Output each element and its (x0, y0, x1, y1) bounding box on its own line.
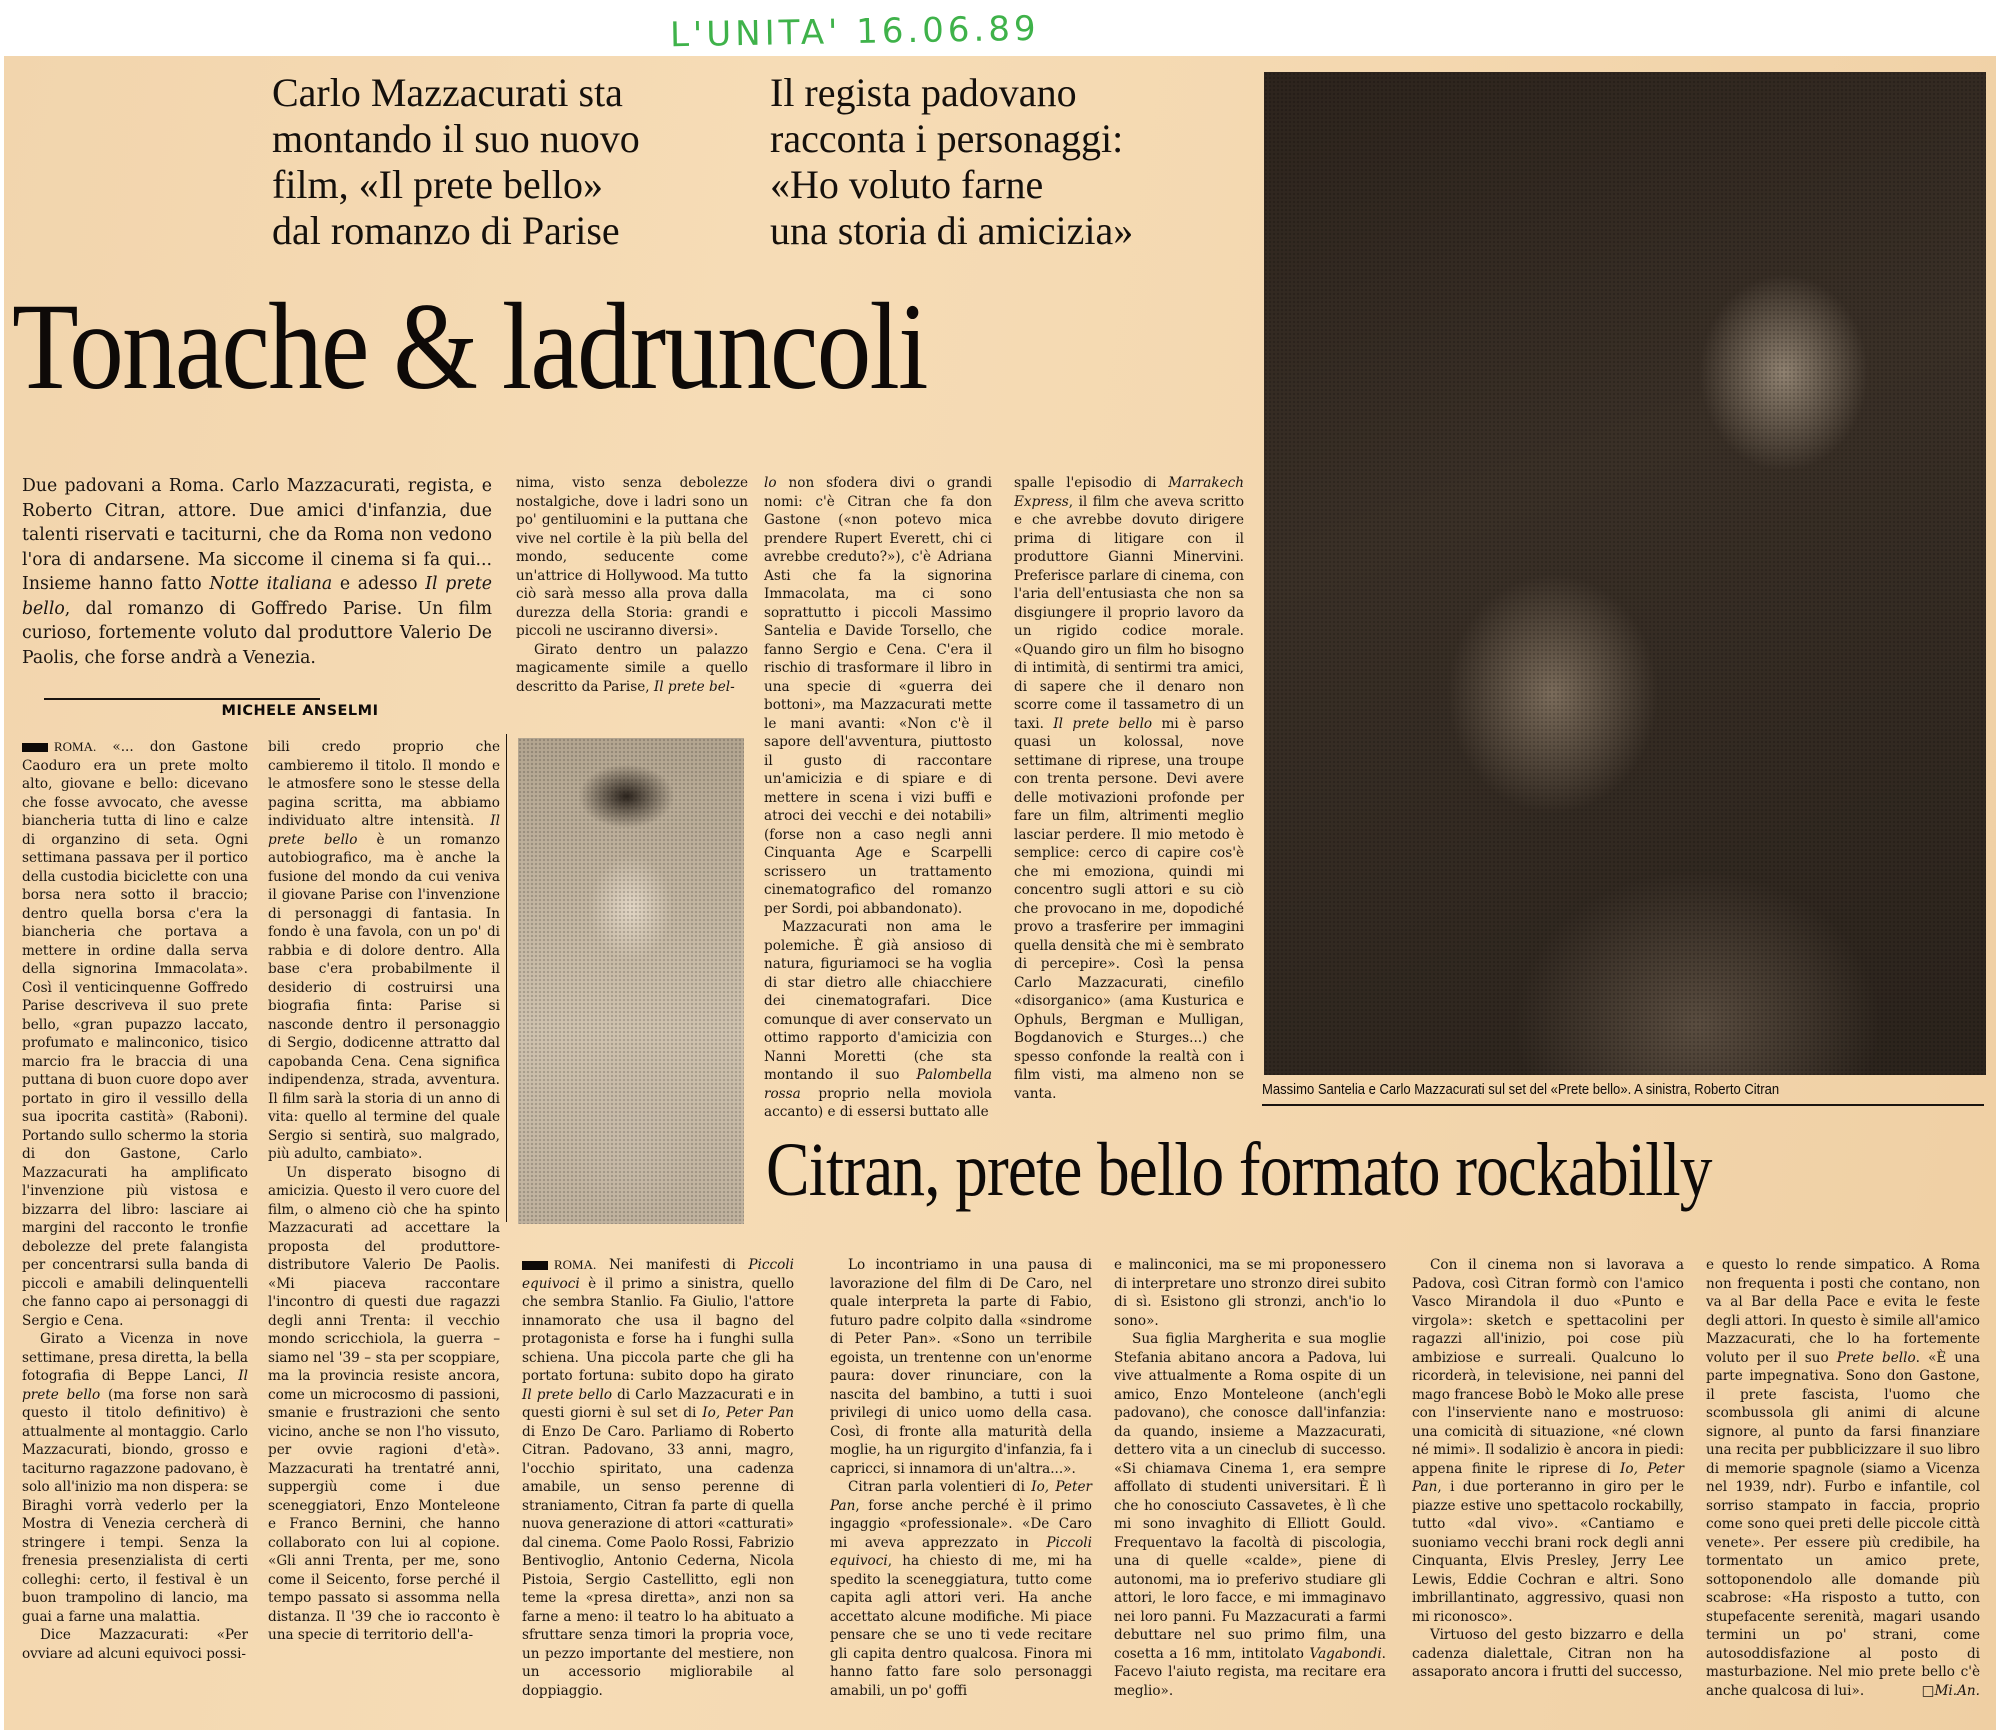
secondary-headline: Citran, prete bello formato rockabilly (766, 1128, 1712, 1212)
byline-rule (44, 698, 320, 700)
photo-roberto-citran (518, 738, 744, 1224)
caption-rule (1262, 1104, 1984, 1106)
column-divider (506, 734, 507, 1222)
dateline: ROMA. (54, 739, 97, 754)
main-column-4: lo non sfodera divi o grandi nomi: c'è Citran che fa don Gastone («non potevo mica prendere Rupert Everett, chi ci avrebbe creduto?»), c'è Adriana Asti che fa la signorina Immacolata, ma ci sono soprattutto i piccoli Massimo Santelia e Davide Torsello, che fanno Sergio e Cena. C'era il rischio di trasformare il libro in una specie di «guerra dei bottoni», ma Mazzacurati mette le mani avanti: «Non c'è il sapore dell'avventura, piuttosto il gusto di raccontare un'amicizia e di spiare e di mettere in scena i vizi buffi e atroci dei vecchi e dei notabili» (forse non a caso negli anni Cinquanta Age e Scarpelli scrissero un trattamento cinematografico del romanzo per Sordi, poi abbandonato). Mazzacurati non ama le polemiche. È già ansioso di natura, figuriamoci se ha voglia di star dietro alle chiacchiere dei cinematografari. Dice comunque di aver conservato un ottimo rapporto d'amicizia con Nanni Moretti (che sta montando il suo Palombella rossa proprio nella moviola accanto) e di essersi buttato alle (764, 475, 992, 1120)
lead-paragraph: Due padovani a Roma. Carlo Mazzacurati, regista, e Roberto Citran, attore. Due amici d'infanzia, due talenti riservati e taciturni, che da Roma non vedono l'ora di andarsene. Ma siccome il cinema si fa qui... Insieme hanno fatto Notte italiana e adesso Il prete bello, dal romanzo di Goffredo Parise. Un film curioso, fortemente voluto dal produttore Valerio De Paolis, che forse andrà a Venezia. (22, 476, 492, 668)
deck-right-line: una storia di amicizia» (770, 208, 1134, 253)
deck-right-line: Il regista padovano (770, 70, 1077, 115)
deck-right (770, 70, 1133, 254)
author-signoff: □Mi.An. (1921, 1682, 1980, 1699)
deck-right-line: racconta i personaggi: (770, 116, 1124, 161)
deck-left-line: montando il suo nuovo (272, 116, 640, 161)
handwritten-annotation: L'UNITA' 16.06.89 (669, 8, 1040, 56)
secondary-column-4: Con il cinema non si lavorava a Padova, così Citran formò con l'amico Vasco Mirandola il duo «Punto e virgola»: sketch e spettacolini per ragazzi all'inizio, poi cose più ambiziose e surreali. Qualcuno lo ricorderà, in televisione, nei panni del mago francese Bobò le Moko alle prese con l'inserviente nano e mostruoso: una comicità di situazione, «né clown né mimi». Il sodalizio è ancora in piedi: appena finite le riprese di Io, Peter Pan, i due porteranno in giro per le piazze estive uno spettacolo rockabilly, tutto «dal vivo». «Cantiamo e suoniamo vecchi brani rock degli anni Cinquanta, Elvis Presley, Jerry Lee Lewis, Eddie Cochran e altri. Sono imbrillantinato, aggressivo, quasi non mi riconosco». Virtuoso del gesto bizzarro e della cadenza dialettale, Citran non ha assaporato ancora i frutti del successo, (1412, 1257, 1684, 1680)
secondary-column-2: Lo incontriamo in una pausa di lavorazione del film di De Caro, nel quale interpreta la parte di Fabio, futuro padre colpito dalla «sindrome di Peter Pan». «Sono un terribile egoista, un trentenne con un'enorme paura: dover rinunciare, con la nascita del bambino, a tutti i suoi privilegi di unico uomo della casa. Così, di fronte alla maturità della moglie, ha un rigurgito d'infanzia, fa i capricci, si innamora di un'altra...». Citran parla volentieri di Io, Peter Pan, forse anche perché è il primo ingaggio «professionale». «De Caro mi aveva apprezzato in Piccoli equivoci, ha chiesto di me, mi ha spedito la sceneggiatura, tutto come capita agli attori veri. Ha anche accettato alcune modifiche. Mi piace pensare che se uno ti vede recitare gli capita dentro qualcosa. Finora mi hanno fatto fare solo personaggi amabili, un po' goffi (830, 1257, 1092, 1699)
main-column-5: spalle l'episodio di Marrakech Express, il film che aveva scritto e che avrebbe dovuto dirigere prima di litigare con il produttore Gianni Minervini. Preferisce parlare di cinema, con l'aria dell'entusiasta che non sa disgiungere il proprio lavoro da un rigido codice morale. «Quando giro un film ho bisogno di intimità, di sentirmi tra amici, di sapere che il denaro non scorre come il tassametro di un taxi. Il prete bello mi è parso quasi un kolossal, nove settimane di riprese, una troupe con trenta persone. Devi avere delle motivazioni profonde per fare un film, altrimenti meglio lasciar perdere. Il mio metodo è semplice: cerco di capire cos'è che mi emoziona, quindi mi concentro sugli attori e su ciò che provocano in me, dopodiché provo a trasferire per immagini quella densità che mi è sembrato di percepire». Così la pensa Carlo Mazzacurati, cinefilo «disorganico» (ama Kusturica e Ophuls, Bergman e Mulligan, Bogdanovich e Sturges...) che spesso confonde la realtà con i film visti, ma almeno non se vanta. (1014, 475, 1244, 1102)
deck-left-line: dal romanzo di Parise (272, 208, 620, 253)
deck-left-line: film, «Il prete bello» (272, 162, 604, 207)
photo-santelia-mazzacurati (1264, 72, 1986, 1075)
secondary-column-3: e malinconici, ma se mi proponessero di interpretare uno stronzo direi subito di sì. Esistono gli stronzi, anch'io lo sono». Sua figlia Margherita e sua moglie Stefania abitano ancora a Padova, lui vive attualmente a Roma ospite di un amico, Enzo Monteleone (anch'egli padovano), che conosce dall'infanzia: da quando, insieme a Mazzacurati, dettero vita a un cineclub di successo. «Si chiamava Cinema 1, era sempre affollato di studenti universitari. È lì che ho conosciuto Cassavetes, è lì che mi sono invaghito di Elliott Gould. Frequentavo la facoltà di piscologia, una di quelle «calde», piene di autonomi, ma io preferivo studiare gli attori, le loro facce, e mi immaginavo nei loro panni. Fu Mazzacurati a farmi debuttare nel suo primo film, una cosetta a 16 mm, intitolato Vagabondi. Facevo l'aiuto regista, ma recitare era meglio». (1114, 1257, 1386, 1699)
deck-left (272, 70, 640, 254)
dateline-marker (522, 1261, 548, 1270)
deck-left-line: Carlo Mazzacurati sta (272, 70, 623, 115)
main-column-1: ROMA. «... don Gastone Caoduro era un prete molto alto, giovane e bello: dicevano che fosse avvocato, che avesse biancheria tutta di lino e calze di organzino di seta. Ogni settimana passava per il portico della custodia biciclette con una borsa nera sotto il braccio; dentro quella borsa c'era la biancheria che portava a mettere in ordine dalla serva della signorina Immacolata». Così il venticinquenne Goffredo Parise descriveva il suo prete bello, «gran pupazzo laccato, profumato e malinconico, tisico marcio fra le braccia di una puttana di buon cuore dopo aver portato in giro il vessillo della sua ipocrita castità» (Raboni). Portando sullo schermo la storia di don Gastone, Carlo Mazzacurati ha amplificato l'invenzione più vistosa e bizzarra del libro: lasciare ai margini del racconto le tronfie debolezze del prete falangista per concentrarsi sulla banda di piccoli e amabili delinquentelli che fanno capo ai personaggi di Sergio e Cena. Girato a Vicenza in nove settimane, presa diretta, la bella fotografia di Beppe Lanci, Il prete bello (ma forse non sarà questo il titolo definitivo) è attualmente al montaggio. Carlo Mazzacurati, biondo, grosso e taciturno ragazzone padovano, è solo all'inizio ma non dispera: se Biraghi vorrà vederlo per la Mostra di Venezia cercherà di stringere i tempi. Senza la frenesia presenzialista di certi colleghi: certo, il festival è un buon trampolino di lancio, ma guai a farne una malattia. Dice Mazzacurati: «Per ovviare ad alcuni equivoci possi- (22, 739, 248, 1662)
main-headline: Tonache & ladruncoli (12, 278, 927, 415)
photo-caption: Massimo Santelia e Carlo Mazzacurati sul set del «Prete bello». A sinistra, Roberto Citran (1262, 1082, 1780, 1098)
main-column-3: nima, visto senza debolezze nostalgiche, dove i ladri sono un po' gentiluomini e la puttana che vive nel cortile è la più bella del mondo, seducente come un'attrice di Hollywood. Ma tutto ciò sarà messo alla prova dalla durezza della Storia: grandi e piccoli ne usciranno diversi». Girato dentro un palazzo magicamente simile a quello descritto da Parise, Il prete bel- (516, 475, 748, 695)
deck-right-line: «Ho voluto farne (770, 162, 1044, 207)
byline: MICHELE ANSELMI (221, 703, 379, 719)
main-column-2: bili credo proprio che cambieremo il titolo. Il mondo e le atmosfere sono le stesse della pagina scritta, ma abbiamo individuato altre intensità. Il prete bello è un romanzo autobiografico, ma è anche la fusione del mondo da cui veniva il giovane Parise con l'invenzione di personaggi di fantasia. In fondo è una favola, con un po' di rabbia e di dolore dentro. Alla base c'era probabilmente il desiderio di costruirsi una biografia finta: Parise si nasconde dentro il personaggio di Sergio, dodicenne attratto dal capobanda Cena. Cena significa indipendenza, strada, avventura. Il film sarà la storia di un anno di vita: quello al termine del quale Sergio si sentirà, suo malgrado, più adulto, cambiato». Un disperato bisogno di amicizia. Questo il vero cuore del film, o almeno ciò che ha spinto Mazzacurati ad accettare la proposta del produttore-distributore Valerio De Paolis. «Mi piaceva raccontare l'incontro di questi due ragazzi degli anni Trenta: il vecchio mondo scricchiola, la guerra – siamo nel '39 – sta per scoppiare, ma la provincia resiste ancora, come un microcosmo di passioni, smanie e frustrazioni che sento vicino, anche se non l'ho vissuto, per ovvie ragioni d'età». Mazzacurati ha trentatré anni, suppergiù come i due sceneggiatori, Enzo Monteleone e Franco Bernini, che hanno collaborato con lui al copione. «Gli anni Trenta, per me, sono come il Seicento, forse perché il tempo passato si assomma nella distanza. Il '39 che io racconto è una specie di territorio dell'a- (268, 739, 500, 1643)
dateline: ROMA. (554, 1257, 597, 1272)
dateline-marker (22, 743, 48, 752)
secondary-column-5: e questo lo rende simpatico. A Roma non frequenta i posti che contano, non va al Bar della Pace e evita le feste degli attori. In questo è simile all'amico Mazzacurati, che lo ha fortemente voluto per il suo Prete bello. «È una parte impegnativa. Sono don Gastone, il prete fascista, l'uomo che scombussola gli animi di alcune signore, al punto da farsi finanziare una recita per pubblicizzare il suo libro di memorie spagnole (siamo a Vicenza nel 1939, ndr). Furbo e infantile, col sorriso stampato in faccia, proprio come sono quei preti delle piccole città venete». Per essere più credibile, ha tormentato un amico prete, sottoponendolo alle domande più scabrose: «Ha risposto a tutto, con stupefacente serenità, magari usando termini un po' strani, come autosoddisfazione al posto di masturbazione. Nel mio prete bello c'è anche qualcosa di lui». □Mi.An. (1706, 1257, 1980, 1699)
secondary-column-1: ROMA. Nei manifesti di Piccoli equivoci è il primo a sinistra, quello che sembra Stanlio. Fa Giulio, l'attore innamorato che usa il bagno del protagonista e forse ha i funghi sulla schiena. Una piccola parte che gli ha portato fortuna: subito dopo ha girato Il prete bello di Carlo Mazzacurati e in questi giorni è sul set di Io, Peter Pan di Enzo De Caro. Parliamo di Roberto Citran. Padovano, 33 anni, magro, l'occhio spiritato, una cadenza amabile, un senso perenne di straniamento, Citran fa parte di quella nuova generazione di attori «catturati» dal cinema. Come Paolo Rossi, Fabrizio Bentivoglio, Antonio Cederna, Nicola Pistoia, Sergio Castellitto, egli non teme la «presa diretta», anzi non sa farne a meno: il teatro lo ha abituato a sfruttare senza timori la propria voce, un pezzo importante del mestiere, non un accessorio migliorabile al doppiaggio. (522, 1257, 795, 1699)
